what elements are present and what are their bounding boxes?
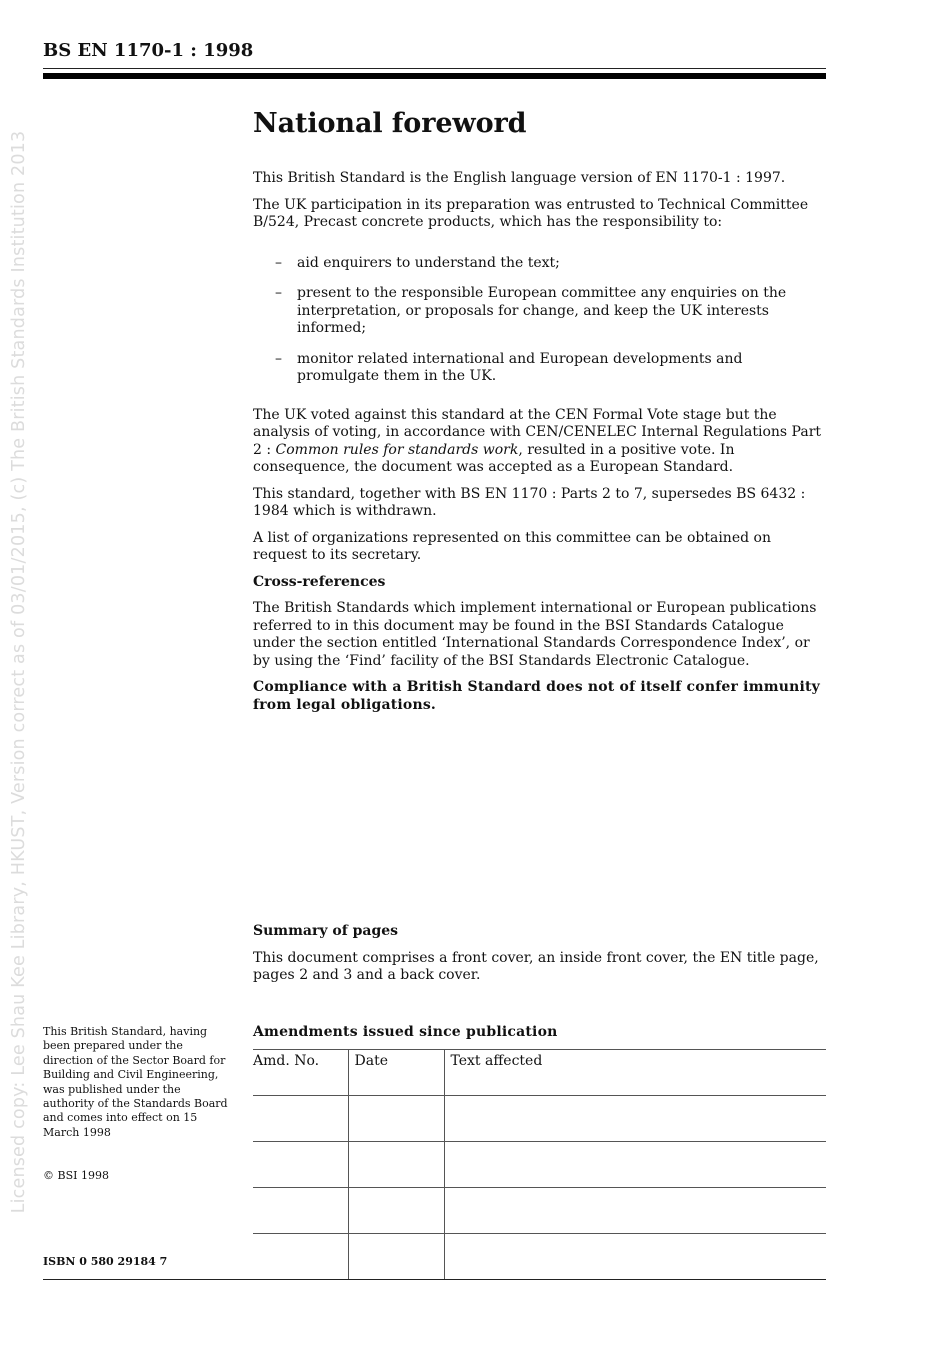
publication-note: This British Standard, having been prepared under the direction of the Sector Board for Building and Civil Engineering, was published under the authority of the Standards Board and comes into effect on 15 March 1998 <box>43 1025 228 1139</box>
table-cell <box>444 1234 826 1280</box>
column-header-text-affected: Text affected <box>444 1050 826 1096</box>
table-cell <box>348 1142 444 1188</box>
vote-paragraph <box>253 407 827 477</box>
organizations-paragraph: A list of organizations represented on this committee can be obtained on request to its secretary. <box>253 529 771 563</box>
table-cell <box>253 1234 348 1280</box>
column-header-date: Date <box>348 1050 444 1096</box>
header-thin-rule <box>43 68 826 69</box>
cross-references-paragraph: The British Standards which implement international or European publications referred to in this document may be found in the BSI Standards Catalogue under the section entitled ‘International Standards Correspondence Index’, or by using the ‘Find’ facility of the BSI Standards Electronic Catalogue. <box>253 600 817 669</box>
summary-of-pages-section <box>253 923 827 985</box>
page-title: National foreword <box>253 108 527 139</box>
copyright-notice: © BSI 1998 <box>43 1169 109 1182</box>
table-cell <box>348 1096 444 1142</box>
table-cell <box>444 1096 826 1142</box>
table-row <box>253 1096 826 1142</box>
committee-paragraph: The UK participation in its preparation was entrusted to Technical Committee B/524, Precast concrete products, which has the responsibility to: <box>253 196 809 230</box>
cross-references-heading: Cross-references <box>253 573 386 590</box>
list-dash: – <box>275 285 282 301</box>
list-dash: – <box>275 350 282 367</box>
supersedes-paragraph: This standard, together with BS EN 1170 : Parts 2 to 7, supersedes BS 6432 : 1984 which is withdrawn. <box>253 485 806 519</box>
footer-rule <box>43 1279 826 1280</box>
list-item-text: present to the responsible European committee any enquiries on the interpretation, or proposals for change, and keep the UK interests informed; <box>297 285 787 336</box>
table-row <box>253 1188 826 1234</box>
list-dash: – <box>275 254 282 271</box>
list-item <box>253 285 827 338</box>
table-cell <box>348 1234 444 1280</box>
table-cell <box>253 1142 348 1188</box>
table-header-row <box>253 1050 826 1096</box>
table-cell <box>348 1188 444 1234</box>
summary-heading: Summary of pages <box>253 923 399 939</box>
list-item <box>253 255 827 273</box>
column-header-amd-no: Amd. No. <box>253 1050 348 1096</box>
document-id: BS EN 1170-1 : 1998 <box>43 40 254 61</box>
table-row <box>253 1234 826 1280</box>
license-watermark: Licensed copy: Lee Shau Kee Library, HKUST, Version correct as of 03/01/2015, (c) The British Standards Institution 2013 <box>9 130 29 1214</box>
responsibility-list <box>253 255 827 386</box>
amendments-heading: Amendments issued since publication <box>253 1024 558 1040</box>
table-cell <box>253 1188 348 1234</box>
vote-text-start: The UK voted against this standard at the CEN Formal Vote stage but the analysis of voting, in accordance with CEN/CENELEC Internal Regulations Part 2 : <box>253 406 822 458</box>
table-cell <box>253 1096 348 1142</box>
header-thick-rule <box>43 73 826 79</box>
intro-paragraph: This British Standard is the English language version of EN 1170-1 : 1997. <box>253 170 786 186</box>
summary-paragraph: This document comprises a front cover, an inside front cover, the EN title page, pages 2 and 3 and a back cover. <box>253 949 819 983</box>
table-cell <box>444 1188 826 1234</box>
table-cell <box>444 1142 826 1188</box>
list-item-text: aid enquirers to understand the text; <box>297 254 560 271</box>
amendments-table <box>253 1049 826 1280</box>
vote-text-italic: Common rules for standards work <box>275 441 519 458</box>
table-row <box>253 1142 826 1188</box>
national-foreword-section <box>253 107 827 723</box>
isbn-number: ISBN 0 580 29184 7 <box>43 1255 168 1268</box>
compliance-notice: Compliance with a British Standard does not of itself confer immunity from legal obligations. <box>253 679 820 713</box>
list-item <box>253 351 827 386</box>
vote-text-end: , resulted in a positive vote. In consequence, the document was accepted as a European Standard. <box>253 441 735 475</box>
list-item-text: monitor related international and European developments and promulgate them in the UK. <box>297 350 743 384</box>
